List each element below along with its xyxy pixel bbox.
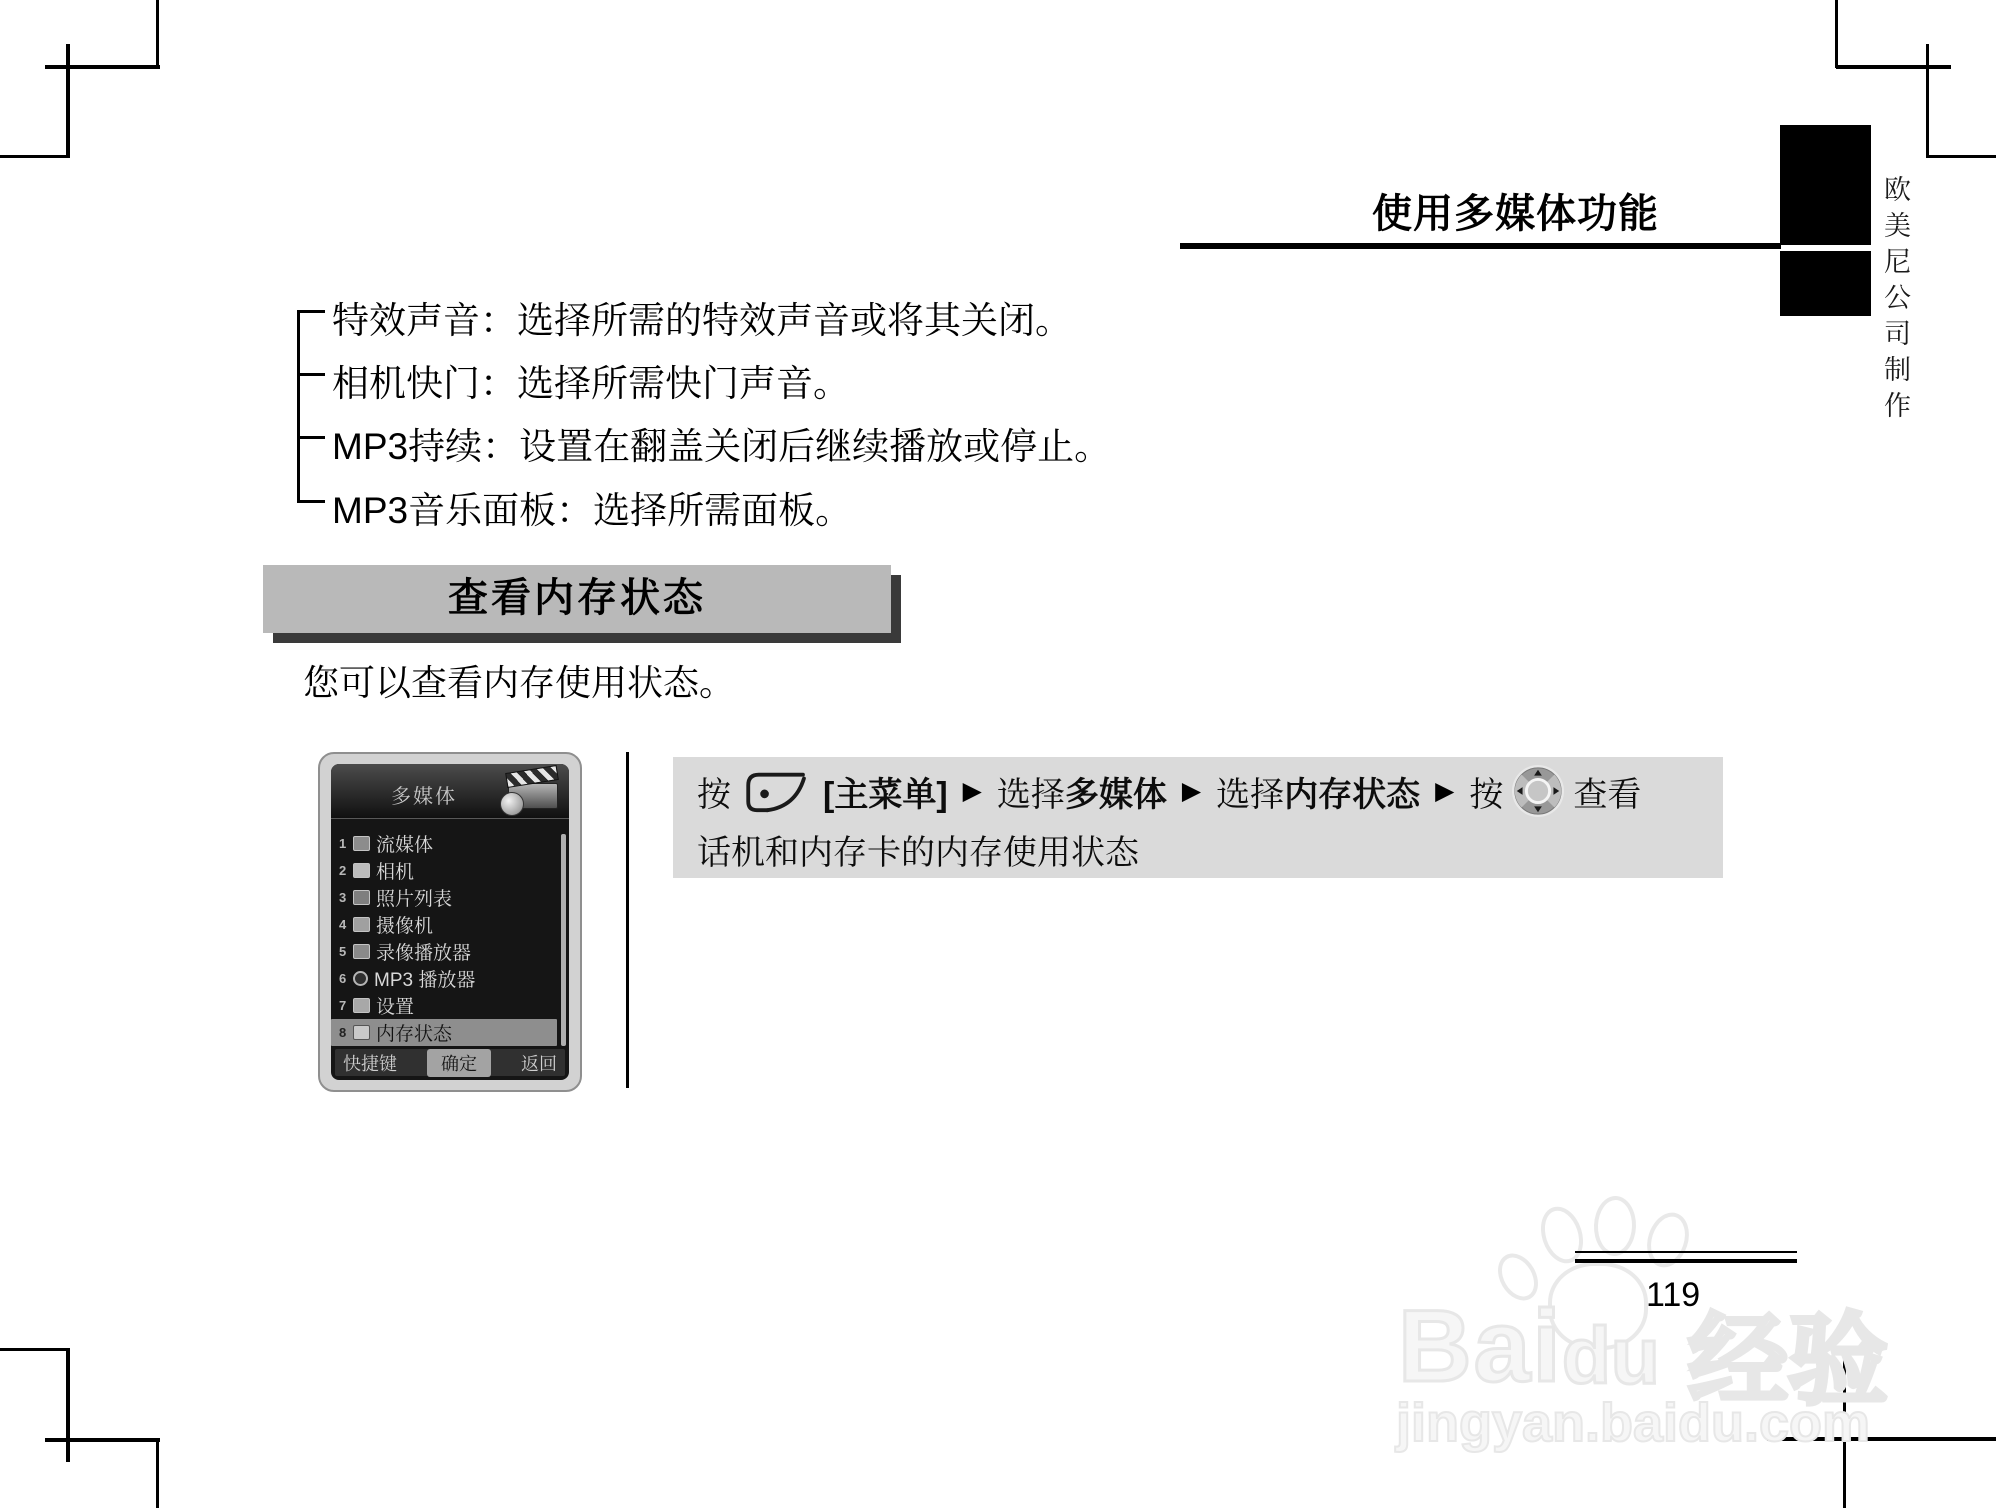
section-title: 查看内存状态 [448,576,706,620]
footer-rule [1575,1251,1797,1253]
watermark-url: jingyan.baidu.com [1396,1393,1871,1453]
softkey-right: 返回 [521,1053,557,1074]
menu-key-label: [主菜单] [823,775,948,814]
menu-item-label: MP3 播放器 [374,970,476,991]
photo-list-icon [353,890,370,905]
section-header [263,565,891,633]
arrow-icon: ▶ [1435,777,1455,805]
menu-item-selected [331,1019,557,1046]
phone-screenshot [318,752,582,1092]
softkey-center: 确定 [427,1049,491,1077]
menu-item [331,830,569,857]
menu-item-number: 8 [339,1025,347,1040]
header-underline [1180,243,1781,249]
footer-rule [1575,1259,1797,1263]
bullet-bracket [297,311,300,503]
menu-item [331,884,569,911]
bullet-item: MP3持续：设置在翻盖关闭后继续播放或停止。 [332,426,1112,467]
crop-mark [1926,155,1996,158]
instruction-line1 [697,765,1641,817]
arrow-icon: ▶ [1181,777,1202,805]
section-intro: 您可以查看内存使用状态。 [303,662,736,703]
menu-item-label: 照片列表 [376,889,453,910]
menu-item-label: 内存状态 [376,1024,453,1045]
instruction-box [673,757,1723,878]
camera-icon [353,863,370,878]
menu-item-number: 1 [339,836,347,851]
crop-mark [66,44,70,158]
menu-list [331,830,569,1046]
crop-mark [66,1348,70,1462]
softkey-bar [335,1049,565,1076]
crop-mark [45,1438,160,1442]
menu-item-number: 5 [339,944,347,959]
menu-item-number: 6 [339,971,347,986]
select-label: 选择 [1216,775,1285,814]
phone-title: 多媒体 [391,786,457,808]
video-player-icon [353,944,370,959]
menu-item-number: 4 [339,917,347,932]
menu-item [331,911,569,938]
chapter-tab-block [1780,125,1871,245]
press-label: 按 [697,775,731,814]
watermark-text: Bai [1398,1289,1563,1403]
phone-screen [331,764,569,1080]
page-number: 119 [1646,1276,1701,1314]
settings-icon [353,998,370,1013]
bullet-tick [297,436,325,439]
clapperboard-icon [500,766,564,816]
menu-item [331,938,569,965]
mp3-player-icon [353,971,368,986]
menu-item-number: 3 [339,890,347,905]
menu-item [331,857,569,884]
bullet-item: 特效声音：选择所需的特效声音或将其关闭。 [332,300,1072,341]
crop-mark [1926,44,1929,158]
crop-mark [1836,65,1951,69]
bullet-tick [297,500,325,503]
crop-mark [156,1438,159,1508]
menu-item-label: 摄像机 [376,916,434,937]
softkey-left: 快捷键 [343,1053,397,1074]
menu-item-label: 设置 [376,997,415,1018]
scrollbar [561,834,566,1046]
crop-mark [156,0,159,68]
softkey-icon [741,767,815,815]
watermark-text: 经验 [1688,1305,1888,1417]
crop-mark [0,155,70,158]
target-multimedia: 多媒体 [1064,775,1167,814]
camcorder-icon [353,917,370,932]
side-vertical-label: 欧美尼公司制作 [1880,175,1910,427]
bullet-tick [297,310,325,313]
navpad-icon [1511,764,1565,818]
bullet-item: 相机快门：选择所需快门声音。 [332,363,850,404]
menu-item-label: 流媒体 [376,835,434,856]
crop-mark [0,1348,70,1351]
phone-header [331,764,569,819]
view-label: 查看 [1573,775,1642,814]
press-label: 按 [1469,775,1504,814]
menu-item-label: 相机 [376,862,415,883]
crop-mark [1835,0,1838,68]
bullet-item: MP3音乐面板：选择所需面板。 [332,490,853,531]
crop-mark [45,65,160,69]
watermark-text: du [1562,1311,1660,1400]
menu-item-number: 7 [339,998,347,1013]
paw-icon [1593,1195,1637,1256]
menu-item-label: 录像播放器 [376,943,472,964]
memory-status-icon [353,1025,370,1040]
menu-item [331,992,569,1019]
target-memory-status: 内存状态 [1284,775,1421,814]
arrow-icon: ▶ [962,777,982,805]
select-label: 选择 [996,775,1065,814]
divider-line [626,752,629,1088]
chapter-tab-block [1780,251,1871,316]
page-title: 使用多媒体功能 [1372,192,1659,236]
bullet-tick [297,373,325,376]
instruction-line2: 话机和内存卡的内存使用状态 [697,834,1139,872]
menu-item [331,965,569,992]
menu-item-number: 2 [339,863,347,878]
streaming-icon [353,836,370,851]
